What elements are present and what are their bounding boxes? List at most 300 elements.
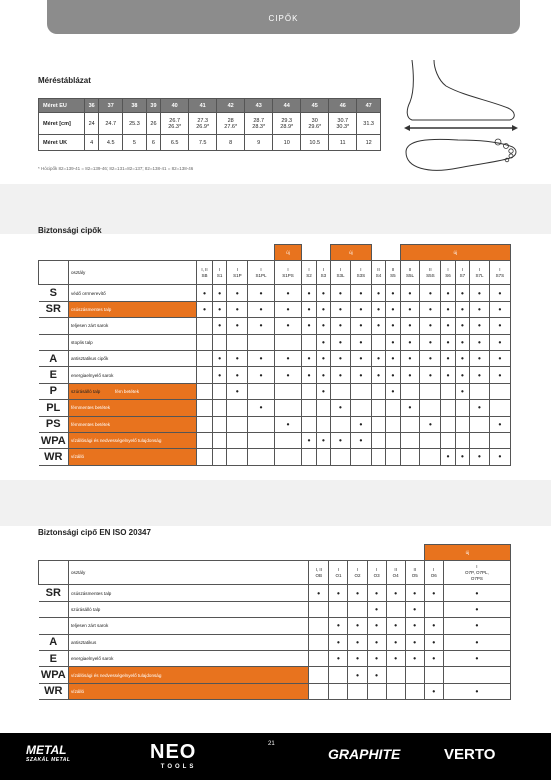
requirement-mark: • [455,301,469,317]
requirement-mark [213,400,227,416]
size-cell: 45 [301,99,329,113]
empty-code-cell [39,261,69,285]
class-column-header: I S2 [302,261,316,285]
requirement-mark [329,601,348,617]
requirement-mark [329,683,348,699]
requirement-row [39,650,511,666]
requirement-mark: • [350,318,371,334]
requirement-group-label: szúrásálló talp [71,388,101,394]
requirement-mark: • [386,285,400,301]
requirement-mark [274,383,302,399]
requirement-mark: • [424,585,443,601]
requirement-desc: védő orrmerevítő [69,285,197,301]
requirement-row [39,334,511,350]
requirement-mark [213,449,227,465]
requirement-mark: • [371,301,385,317]
requirement-mark [227,416,248,432]
blank-cell [367,545,386,561]
empty-code-cell [39,561,69,585]
requirement-mark [455,432,469,448]
requirement-mark: • [350,334,371,350]
requirement-mark [386,683,405,699]
requirement-mark: • [248,301,274,317]
requirement-mark: • [400,318,420,334]
requirement-mark [197,416,213,432]
requirement-row [39,432,511,448]
requirement-mark: • [489,350,510,366]
requirement-mark [386,400,400,416]
requirement-mark: • [420,334,441,350]
requirement-mark: • [441,334,455,350]
requirement-row [39,350,511,366]
blank-cell [248,245,274,261]
requirement-mark: • [470,301,490,317]
requirement-mark [350,400,371,416]
requirement-mark: • [227,367,248,383]
requirement-mark: • [350,432,371,448]
requirement-mark: • [470,350,490,366]
requirement-mark [197,383,213,399]
page-number: 21 [268,741,275,747]
requirement-code [39,318,69,334]
requirement-mark: • [316,367,330,383]
class-column-header: I S3 [316,261,330,285]
size-cell: 28.7 28.3* [245,113,273,135]
size-cell: 38 [123,99,147,113]
requirement-mark [197,367,213,383]
requirement-mark: • [455,449,469,465]
class-column-header: II O4 [386,561,405,585]
requirement-mark [213,334,227,350]
requirement-mark [329,667,348,683]
requirement-mark: • [367,634,386,650]
size-row-cm [39,113,381,135]
requirement-mark: • [274,285,302,301]
requirement-mark: • [424,618,443,634]
requirement-mark: • [470,367,490,383]
size-cell: 11 [329,135,357,151]
requirement-mark [371,432,385,448]
requirement-mark: • [443,601,510,617]
requirement-mark: • [316,383,330,399]
requirement-mark: • [405,650,424,666]
requirement-mark: • [441,350,455,366]
size-cell: 43 [245,99,273,113]
requirement-mark [489,400,510,416]
requirement-mark: • [386,318,400,334]
requirement-row [39,449,511,465]
requirement-code: E [39,367,69,383]
requirement-mark [400,383,420,399]
size-cell: 36 [85,99,99,113]
requirement-mark: • [248,367,274,383]
neo-tools-logo: NEO TOOLS [150,741,197,770]
size-cell: 8 [217,135,245,151]
requirement-desc: stoplis talp [69,334,197,350]
requirement-mark [348,683,367,699]
blank-cell [371,245,385,261]
requirement-mark [227,334,248,350]
requirement-mark: • [329,650,348,666]
requirement-desc: szúrásálló talp [69,601,309,617]
requirement-mark: • [420,416,441,432]
requirement-mark: • [274,301,302,317]
graphite-logo: GRAPHITE [328,746,401,762]
new-badge: új [274,245,302,261]
requirement-mark: • [400,285,420,301]
requirement-mark: • [331,400,351,416]
blank-cell [213,245,227,261]
requirement-mark: • [213,301,227,317]
requirement-desc: csúszásmentes talp [69,301,197,317]
requirement-mark [227,449,248,465]
requirement-mark [470,432,490,448]
requirement-mark: • [331,367,351,383]
requirement-mark: • [400,367,420,383]
requirement-mark [227,432,248,448]
size-chart-title: Méréstáblázat [38,76,91,85]
requirement-mark: • [400,334,420,350]
size-cell: 10 [273,135,301,151]
size-cell: 27.3 26.9* [189,113,217,135]
requirement-mark: • [248,400,274,416]
requirement-mark: • [274,416,302,432]
requirement-mark [197,350,213,366]
requirement-mark: • [331,432,351,448]
requirement-mark [405,667,424,683]
requirement-mark [441,416,455,432]
safety-shoes-table [38,244,511,466]
requirement-mark [274,400,302,416]
requirement-mark: • [367,585,386,601]
class-label: osztály [69,261,197,285]
requirement-code: P [39,383,69,399]
class-column-header: I S1PS [274,261,302,285]
requirement-desc: energiaelnyelő sarok [69,367,197,383]
requirement-mark: • [400,350,420,366]
requirement-mark: • [441,367,455,383]
requirement-mark: • [424,634,443,650]
requirement-mark: • [386,367,400,383]
size-row-label: Méret [cm] [39,113,85,135]
new-badge: új [331,245,372,261]
class-column-header: I S7L [470,261,490,285]
requirement-mark: • [350,350,371,366]
requirement-mark [386,601,405,617]
requirement-mark: • [302,350,316,366]
requirement-mark: • [316,350,330,366]
requirement-desc: energiaelnyelő sarok [69,650,309,666]
class-column-header: I O7P, O7PL, O7PS [443,561,510,585]
requirement-mark: • [386,634,405,650]
requirement-mark: • [367,601,386,617]
requirement-mark: • [470,334,490,350]
requirement-mark: • [367,667,386,683]
requirement-mark [213,432,227,448]
requirement-mark [248,416,274,432]
requirement-mark: • [455,350,469,366]
size-cell: 4 [85,135,99,151]
requirement-mark: • [386,301,400,317]
requirement-mark [371,449,385,465]
blank-cell [69,545,309,561]
requirement-mark: • [274,350,302,366]
requirement-mark [400,416,420,432]
requirement-code: SR [39,585,69,601]
requirement-row [39,383,511,399]
requirement-mark [213,416,227,432]
new-row [39,245,511,261]
requirement-code: A [39,350,69,366]
requirement-mark [420,449,441,465]
size-cell: 26.7 26.3* [161,113,189,135]
requirement-code [39,601,69,617]
size-cell: 6.5 [161,135,189,151]
blank-cell [329,545,348,561]
requirement-desc-text: fém betétek [115,388,140,394]
requirement-code [39,618,69,634]
requirement-desc: vízálló [69,683,309,699]
requirement-mark [248,432,274,448]
requirement-mark [302,400,316,416]
requirement-mark: • [227,285,248,301]
class-column-header: I S6 [441,261,455,285]
size-cell: 29.3 28.9* [273,113,301,135]
requirement-mark: • [489,301,510,317]
header-bar [47,0,520,34]
section-divider-2 [0,480,551,526]
requirement-mark: • [302,367,316,383]
class-column-header: I S7 [455,261,469,285]
requirement-mark [386,432,400,448]
requirement-mark [316,416,330,432]
requirement-mark [248,383,274,399]
requirement-row [39,601,511,617]
requirement-mark [316,449,330,465]
requirement-row [39,585,511,601]
requirement-mark [386,667,405,683]
class-column-header: II S5L [400,261,420,285]
requirement-mark: • [424,683,443,699]
requirement-mark: • [213,350,227,366]
requirement-desc: vízállósági és nedvességelnyelő tulajdonság [69,432,197,448]
blank-cell [386,545,405,561]
size-cell: 30.7 30.3* [329,113,357,135]
requirement-mark: • [400,400,420,416]
szakal-metal-logo: METAL SZAKÁL METAL [26,743,71,763]
requirement-mark: • [371,350,385,366]
requirement-code: S [39,285,69,301]
requirement-mark [309,618,329,634]
requirement-mark: • [227,318,248,334]
blank-cell [302,245,316,261]
requirement-desc: antisztatikus cipők [69,350,197,366]
requirement-desc: teljesen zárt sarok [69,318,197,334]
requirement-mark: • [400,301,420,317]
blank-cell [386,245,400,261]
class-column-header: I, II OB [309,561,329,585]
requirement-mark: • [302,301,316,317]
requirement-mark: • [443,634,510,650]
requirement-mark: • [227,383,248,399]
class-column-header: I S7S [489,261,510,285]
requirement-mark [197,449,213,465]
class-column-header: I S3S [350,261,371,285]
requirement-mark: • [386,334,400,350]
size-cell: 25.3 [123,113,147,135]
size-cell: 24.7 [99,113,123,135]
requirement-mark: • [197,301,213,317]
requirement-mark: • [489,449,510,465]
requirement-mark [309,634,329,650]
requirement-mark: • [367,618,386,634]
requirement-mark: • [302,318,316,334]
requirement-mark: • [329,585,348,601]
requirement-row [39,285,511,301]
requirement-mark: • [316,334,330,350]
blank-cell [348,545,367,561]
class-column-header: I O2 [348,561,367,585]
requirement-mark: • [227,350,248,366]
requirement-mark: • [316,285,330,301]
new-row [39,545,511,561]
requirement-row [39,318,511,334]
requirement-mark [455,416,469,432]
blank-cell [39,245,69,261]
requirement-mark: • [350,301,371,317]
requirement-mark [443,667,510,683]
requirement-mark [441,432,455,448]
class-column-header: I O6 [424,561,443,585]
blank-cell [227,245,248,261]
requirement-code: WPA [39,667,69,683]
requirement-mark [331,416,351,432]
requirement-mark: • [371,318,385,334]
requirement-mark: • [420,318,441,334]
size-cell: 5 [123,135,147,151]
size-cell: 42 [217,99,245,113]
requirement-mark [441,383,455,399]
requirement-mark [405,683,424,699]
class-column-header: I O1 [329,561,348,585]
requirement-mark [455,400,469,416]
requirement-mark [400,449,420,465]
requirement-mark [197,318,213,334]
requirement-mark [302,334,316,350]
requirement-mark [489,432,510,448]
blank-cell [316,245,330,261]
requirement-mark: • [489,318,510,334]
requirement-mark: • [470,318,490,334]
requirement-desc: fémmentes betétek [69,416,197,432]
class-column-header: I O3 [367,561,386,585]
requirement-mark: • [470,285,490,301]
requirement-mark [309,667,329,683]
requirement-mark: • [386,383,400,399]
class-column-header: II S5S [420,261,441,285]
requirement-mark: • [405,634,424,650]
requirement-mark: • [441,285,455,301]
requirement-mark: • [331,334,351,350]
requirement-row [39,400,511,416]
requirement-mark: • [350,416,371,432]
size-cell: 9 [245,135,273,151]
requirement-mark: • [331,350,351,366]
requirement-mark [367,683,386,699]
requirement-mark [371,416,385,432]
requirement-mark: • [455,383,469,399]
page-title: CIPŐK [268,14,299,23]
size-row-label: Méret EU [39,99,85,113]
requirement-mark [227,400,248,416]
requirement-mark [197,334,213,350]
requirement-mark: • [248,285,274,301]
requirement-mark: • [213,367,227,383]
requirement-mark: • [405,601,424,617]
size-cell: 24 [85,113,99,135]
requirement-mark [489,383,510,399]
requirement-mark: • [350,367,371,383]
requirement-mark [316,400,330,416]
requirement-mark [309,601,329,617]
requirement-mark [348,601,367,617]
size-cell: 28 27.6* [217,113,245,135]
requirement-mark: • [348,634,367,650]
requirement-row [39,618,511,634]
requirement-row [39,667,511,683]
requirement-desc [69,383,197,399]
size-cell: 6 [146,135,160,151]
requirement-mark [309,683,329,699]
requirement-code: A [39,634,69,650]
size-cell: 47 [357,99,381,113]
requirement-mark: • [329,634,348,650]
requirement-mark [302,383,316,399]
requirement-mark: • [302,285,316,301]
blank-cell [405,545,424,561]
requirement-mark: • [197,285,213,301]
requirement-row [39,416,511,432]
class-column-header: I S1P [227,261,248,285]
requirement-mark: • [455,318,469,334]
size-cell: 7.5 [189,135,217,151]
class-column-header: II S5 [386,261,400,285]
requirement-mark [420,383,441,399]
requirement-row [39,301,511,317]
requirement-code: PS [39,416,69,432]
size-row-label: Méret UK [39,135,85,151]
requirement-mark: • [424,650,443,666]
requirement-mark: • [489,334,510,350]
requirement-mark [386,416,400,432]
requirement-row [39,683,511,699]
requirement-mark [302,449,316,465]
class-column-header: I S3L [331,261,351,285]
size-cell: 46 [329,99,357,113]
requirement-mark: • [227,301,248,317]
requirement-desc: antisztatikus [69,634,309,650]
requirement-desc: csúszásmentes talp [69,585,309,601]
requirement-mark: • [213,318,227,334]
requirement-code [39,334,69,350]
requirement-mark: • [386,650,405,666]
requirement-mark: • [441,301,455,317]
requirement-row [39,367,511,383]
class-header-row [39,261,511,285]
requirement-mark: • [420,350,441,366]
requirement-desc: fémmentes betétek [69,400,197,416]
requirement-mark [309,650,329,666]
